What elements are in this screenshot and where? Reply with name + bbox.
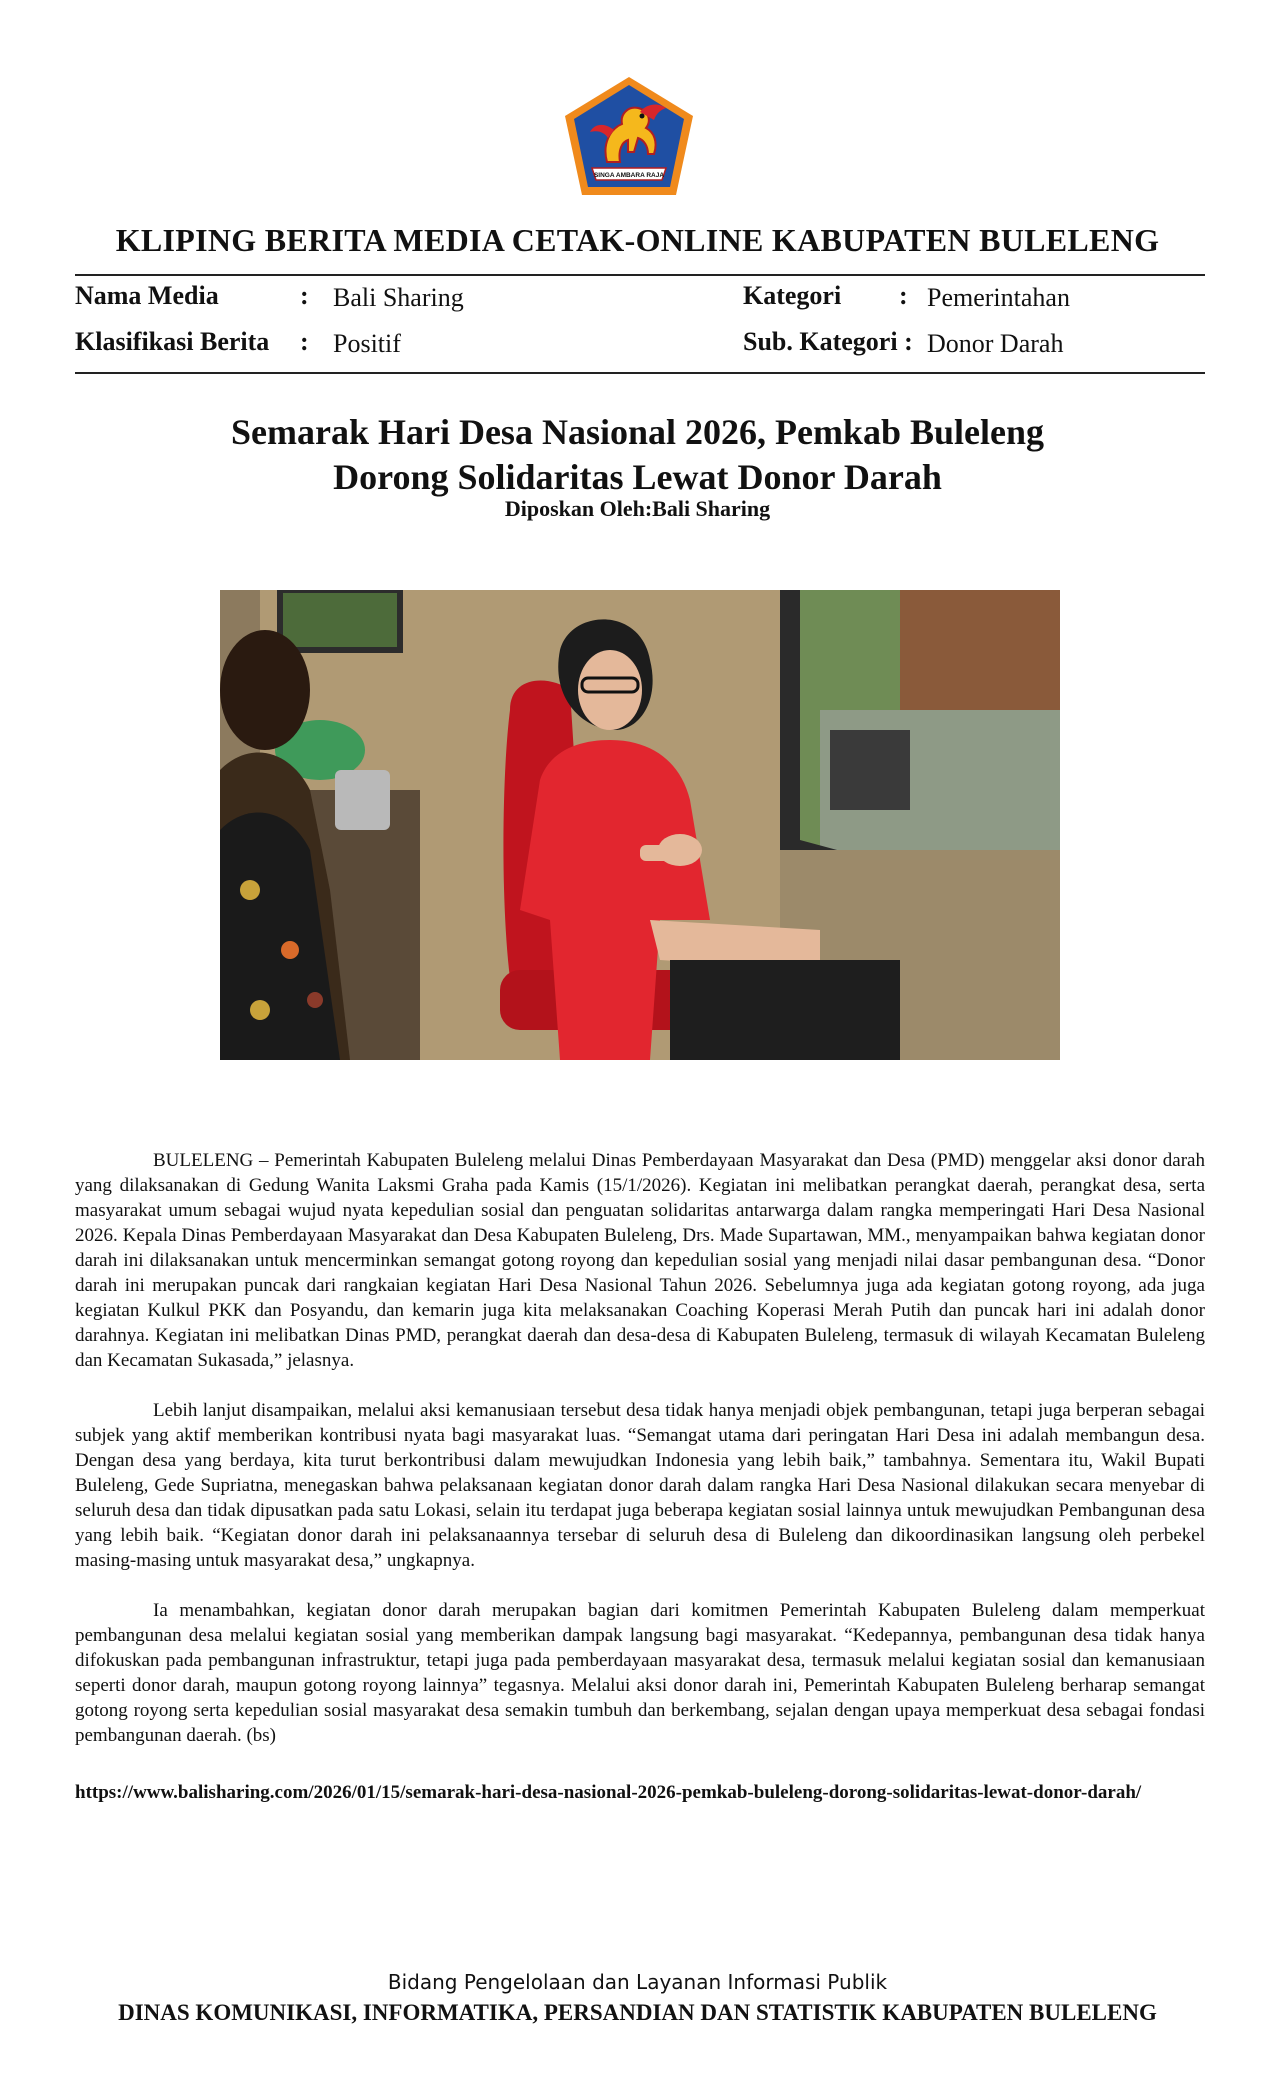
article-paragraph-1: BULELENG – Pemerintah Kabupaten Buleleng melalui Dinas Pemberdayaan Masyarakat dan Desa (PMD) menggelar aksi donor darah yang dilaksanakan di Gedung Wanita Laksmi Graha pada Kamis (15/1/2026). Kegiatan ini melibatkan perangkat daerah, perangkat desa, serta masyarakat umum sebagai wujud nyata kepedulian sosial dan penguatan solidaritas antarwarga dalam rangka memperingati Hari Desa Nasional 2026. Kepala Dinas Pemberdayaan Masyarakat dan Desa Kabupaten Buleleng, Drs. Made Supartawan, MM., menyampaikan bahwa kegiatan donor darah ini dilaksanakan untuk mencerminkan semangat gotong royong dan kepedulian sosial yang menjadi nilai dasar pembangunan desa. “Donor darah ini merupakan puncak dari rangkaian kegiatan Hari Desa Nasional Tahun 2026. Sebelumnya juga ada kegiatan gotong royong, ada juga kegiatan Kulkul PKK dan Posyandu, dan kemarin juga kita melaksanakan Coaching Koperasi Merah Putih dan puncak hari ini adalah donor darahnya. Kegiatan ini melibatkan Dinas PMD, perangkat daerah dan desa-desa di Kabupaten Buleleng, termasuk di wilayah Kecamatan Buleleng dan Kecamatan Sukasada,” jelasnya. [75,1150,1205,1371]
meta-bottom-rule [75,372,1205,374]
top-rule [75,274,1205,276]
document-title: KLIPING BERITA MEDIA CETAK-ONLINE KABUPATEN BULELENG [115,222,1160,258]
klasifikasi-colon: : [300,327,309,356]
article-body [75,1148,1205,1773]
sub-kategori-label: Sub. Kategori : [743,327,913,356]
article-byline: Diposkan Oleh:Bali Sharing [504,496,771,521]
klasifikasi-label: Klasifikasi Berita [75,327,270,356]
article-photo [220,590,1060,1060]
klasifikasi-value: Positif [333,329,401,358]
nama-media-value: Bali Sharing [333,283,464,312]
footer-agency: DINAS KOMUNIKASI, INFORMATIKA, PERSANDIAN DAN STATISTIK KABUPATEN BULELENG [118,2000,1157,2025]
article-paragraph-2: Lebih lanjut disampaikan, melalui aksi kemanusiaan tersebut desa tidak hanya menjadi objek pembangunan, tetapi juga berperan sebagai subjek yang aktif memberikan kontribusi nyata bagi masyarakat luas. “Semangat utama dari peringatan Hari Desa ini adalah membangun desa. Dengan desa yang berdaya, kita turut berkontribusi dalam mewujudkan Indonesia yang lebih baik,” tambahnya. Sementara itu, Wakil Bupati Buleleng, Gede Supriatna, menegaskan bahwa pelaksanaan kegiatan donor darah dalam rangka Hari Desa Nasional dilakukan secara menyebar di seluruh desa dan tidak dipusatkan pada satu Lokasi, selain itu terdapat juga beberapa kegiatan sosial lainnya untuk mewujudkan Pembangunan desa yang lebih baik. “Kegiatan donor darah ini pelaksanaannya tersebar di seluruh desa di Buleleng dan dikoordinasikan langsung oleh perbekel masing-masing untuk masyarakat desa,” ungkapnya. [75,1400,1205,1571]
headline-line-2: Dorong Solidaritas Lewat Donor Darah [333,457,942,497]
sub-kategori-value: Donor Darah [927,329,1064,358]
kategori-value: Pemerintahan [927,283,1070,312]
article-headline [0,410,1275,500]
footer-department: Bidang Pengelolaan dan Layanan Informasi Publik [387,1970,888,1994]
source-url-link[interactable]: https://www.balisharing.com/2026/01/15/semarak-hari-desa-nasional-2026-pemkab-buleleng-dorong-solidaritas-lewat-donor-darah/ [75,1782,1142,1803]
nama-media-label: Nama Media [75,281,219,310]
kategori-colon: : [899,281,908,310]
headline-line-1: Semarak Hari Desa Nasional 2026, Pemkab Buleleng [230,412,1044,452]
nama-media-colon: : [300,281,309,310]
kategori-label: Kategori [743,281,842,310]
buleleng-crest-logo [562,74,696,198]
logo-motto: SINGA AMBARA RAJA [593,172,665,179]
article-paragraph-3: Ia menambahkan, kegiatan donor darah merupakan bagian dari komitmen Pemerintah Kabupaten Buleleng dalam memperkuat pembangunan desa melalui kegiatan sosial yang memberikan dampak langsung bagi masyarakat. “Kedepannya, pembangunan desa tidak hanya difokuskan pada pembangunan infrastruktur, tetapi juga pada pemberdayaan masyarakat desa, termasuk melalui kegiatan sosial dan kemanusiaan seperti donor darah, maupun gotong royong lainnya” tegasnya. Melalui aksi donor darah ini, Pemerintah Kabupaten Buleleng berharap semangat gotong royong serta kepedulian sosial masyarakat desa semakin tumbuh dan berkembang, sejalan dengan upaya memperkuat desa sebagai fondasi pembangunan daerah. (bs) [75,1600,1205,1746]
